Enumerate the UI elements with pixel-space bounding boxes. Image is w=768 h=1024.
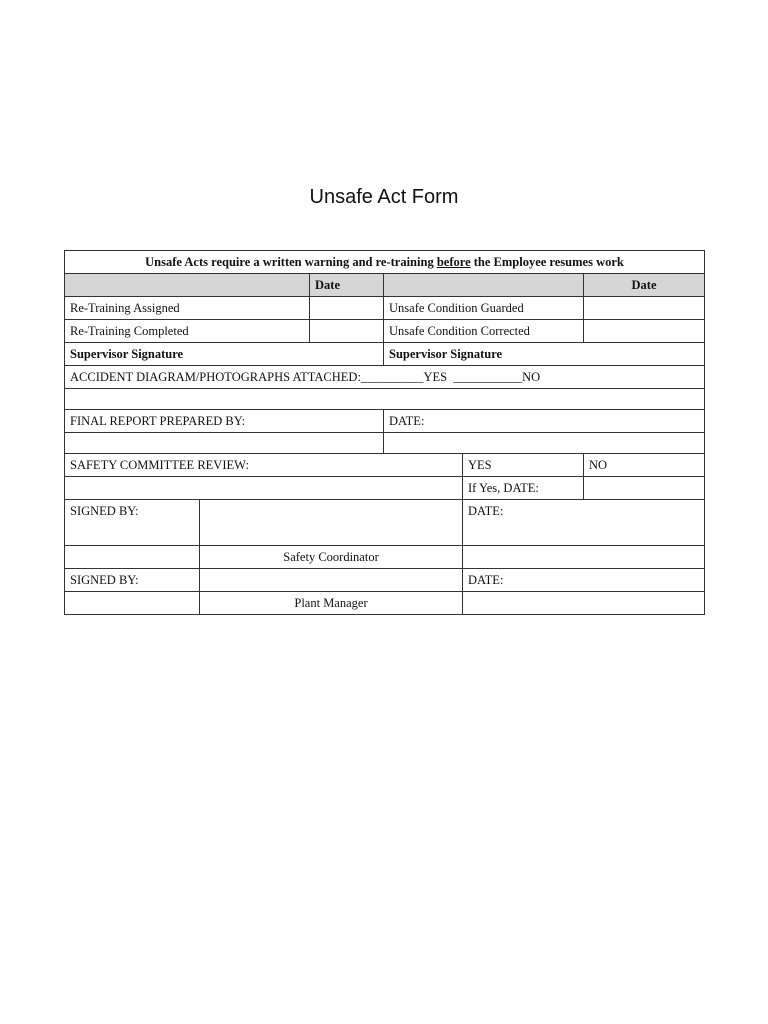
- safety-committee-if-yes-date-label: If Yes, DATE:: [463, 477, 584, 500]
- banner-cell: [65, 251, 705, 274]
- accident-diagram-cell: [65, 366, 705, 389]
- table-row: [65, 343, 705, 366]
- safety-committee-no[interactable]: NO: [584, 454, 705, 477]
- unsafe-condition-corrected-date-field[interactable]: [584, 320, 705, 343]
- banner-text-emphasis: before: [436, 255, 471, 269]
- accident-no-blank[interactable]: ___________: [453, 370, 523, 384]
- page-title: Unsafe Act Form: [309, 186, 459, 208]
- header-blank-right: [384, 274, 584, 297]
- table-row: [65, 477, 705, 500]
- plant-manager-role-label: Plant Manager: [200, 592, 463, 615]
- accident-yes-label: YES: [423, 370, 448, 384]
- accident-no-label: NO: [522, 370, 541, 384]
- header-date-right: Date: [584, 274, 705, 297]
- final-report-date-label: DATE:: [384, 410, 705, 433]
- supervisor-signature-right[interactable]: Supervisor Signature: [384, 343, 705, 366]
- table-row: [65, 410, 705, 433]
- table-row: [65, 569, 705, 592]
- final-report-date-field[interactable]: [384, 433, 705, 454]
- retraining-assigned-label: Re-Training Assigned: [65, 297, 310, 320]
- table-row: [65, 592, 705, 615]
- table-row: [65, 297, 705, 320]
- accident-diagram-label: ACCIDENT DIAGRAM/PHOTOGRAPHS ATTACHED:: [70, 370, 361, 384]
- table-row: [65, 389, 705, 410]
- table-row: [65, 320, 705, 343]
- banner-row: [65, 251, 705, 274]
- table-row: [65, 433, 705, 454]
- banner-text-before: Unsafe Acts require a written warning and re-training: [145, 255, 437, 269]
- retraining-completed-date-field[interactable]: [310, 320, 384, 343]
- unsafe-condition-guarded-date-field[interactable]: [584, 297, 705, 320]
- safety-coordinator-signed-by-label: SIGNED BY:: [65, 500, 200, 546]
- safety-committee-review-label: SAFETY COMMITTEE REVIEW:: [65, 454, 463, 477]
- retraining-assigned-date-field[interactable]: [310, 297, 384, 320]
- safety-coordinator-blank-cell: [65, 546, 200, 569]
- supervisor-signature-left[interactable]: Supervisor Signature: [65, 343, 384, 366]
- plant-manager-date-label[interactable]: DATE:: [463, 569, 705, 592]
- header-blank-left: [65, 274, 310, 297]
- unsafe-condition-guarded-label: Unsafe Condition Guarded: [384, 297, 584, 320]
- table-row: [65, 366, 705, 389]
- unsafe-act-form-table: [64, 250, 705, 615]
- plant-manager-blank-cell: [65, 592, 200, 615]
- table-row: [65, 500, 705, 546]
- accident-details-field[interactable]: [65, 389, 705, 410]
- safety-committee-if-yes-date-field[interactable]: [584, 477, 705, 500]
- table-row: [65, 454, 705, 477]
- plant-manager-signature-field[interactable]: [200, 569, 463, 592]
- plant-manager-date-field[interactable]: [463, 592, 705, 615]
- table-row: [65, 546, 705, 569]
- retraining-completed-label: Re-Training Completed: [65, 320, 310, 343]
- safety-committee-yes[interactable]: YES: [463, 454, 584, 477]
- header-row: [65, 274, 705, 297]
- header-date-left: Date: [310, 274, 384, 297]
- final-report-prepared-by-field[interactable]: [65, 433, 384, 454]
- safety-coordinator-date-field[interactable]: [463, 546, 705, 569]
- unsafe-condition-corrected-label: Unsafe Condition Corrected: [384, 320, 584, 343]
- accident-yes-blank[interactable]: __________: [360, 370, 424, 384]
- final-report-prepared-by-label: FINAL REPORT PREPARED BY:: [65, 410, 384, 433]
- banner-text-after: the Employee resumes work: [470, 255, 624, 269]
- safety-coordinator-role-label: Safety Coordinator: [200, 546, 463, 569]
- safety-committee-notes-field[interactable]: [65, 477, 463, 500]
- safety-coordinator-date-label[interactable]: DATE:: [463, 500, 705, 546]
- plant-manager-signed-by-label: SIGNED BY:: [65, 569, 200, 592]
- safety-coordinator-signature-field[interactable]: [200, 500, 463, 546]
